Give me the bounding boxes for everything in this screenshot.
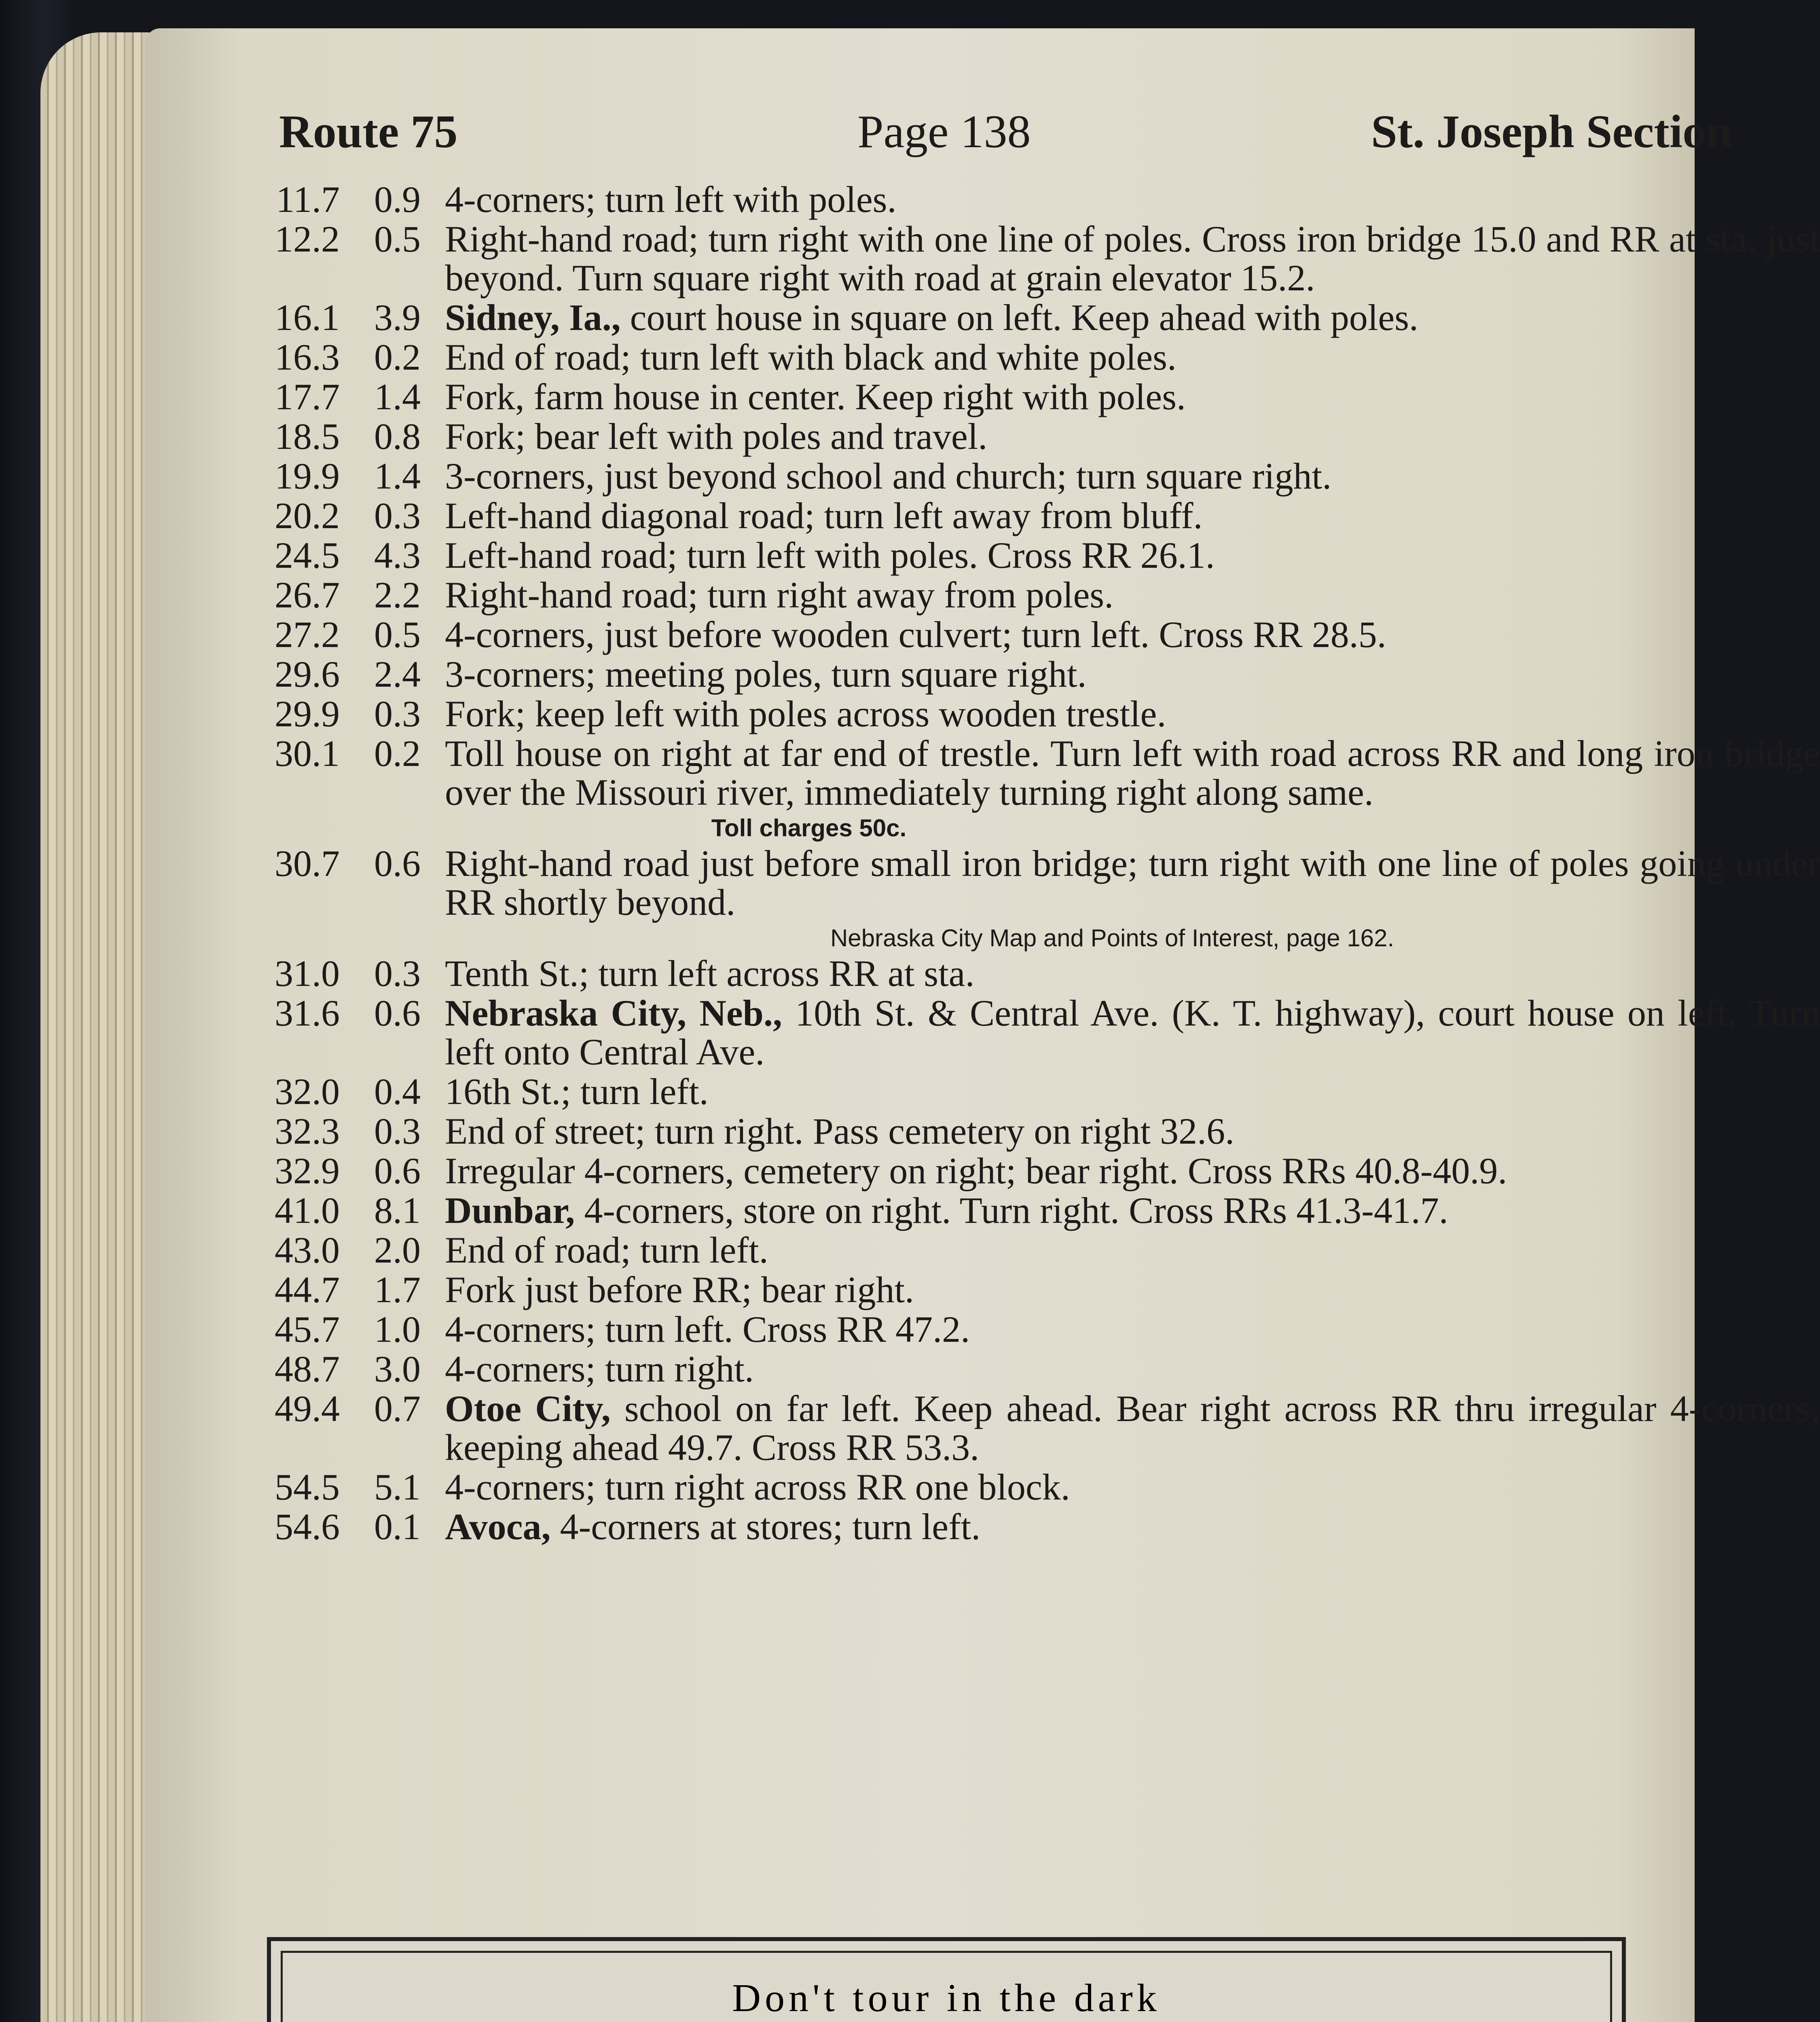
entry-text (445, 1270, 1820, 1309)
cumulative-mileage: 16.3 (275, 336, 340, 378)
directions: Fork, farm house in center. Keep right with poles. (445, 376, 1186, 417)
directions: 4-corners; turn right. (445, 1348, 754, 1390)
entry-text (445, 298, 1820, 337)
entry-text (445, 694, 1820, 733)
entry-text (445, 1231, 1820, 1269)
entry-text (445, 338, 1820, 376)
cumulative-mileage: 16.1 (275, 297, 340, 338)
directions: 4-corners, store on right. Turn right. Cross RRs 41.3-41.7. (575, 1190, 1448, 1231)
route-entry (267, 1112, 1804, 1151)
cumulative-mileage: 24.5 (275, 535, 340, 576)
section-title: St. Joseph Section (1371, 106, 1732, 158)
route-entry (267, 536, 1804, 575)
directions: Left-hand diagonal road; turn left away from bluff. (445, 495, 1203, 536)
route-entry (267, 733, 1820, 813)
place-name: Otoe City, (445, 1388, 611, 1429)
interval-mileage: 0.9 (374, 179, 421, 220)
entry-text (445, 220, 1820, 297)
route-entry (267, 1231, 1804, 1269)
cumulative-mileage: 32.0 (275, 1071, 340, 1112)
entry-text (445, 1151, 1820, 1190)
interval-mileage: 5.1 (374, 1466, 421, 1508)
cumulative-mileage: 18.5 (275, 416, 340, 457)
directions: Toll house on right at far end of trestle. Turn left with road across RR and long iron bridge over the Missouri river, immediately turning right along same. (445, 733, 1820, 813)
entry-text (445, 1112, 1820, 1151)
directions: 3-corners, just beyond school and church; turn square right. (445, 455, 1332, 497)
entry-text (445, 1072, 1820, 1111)
cumulative-mileage: 49.4 (275, 1388, 340, 1429)
interval-mileage: 0.2 (374, 733, 421, 774)
route-entry (267, 655, 1804, 694)
interval-mileage: 1.7 (374, 1269, 421, 1310)
cumulative-mileage: 26.7 (275, 574, 340, 615)
cumulative-mileage: 31.0 (275, 953, 340, 994)
page-number: Page 138 (857, 106, 1031, 158)
interval-mileage: 3.0 (374, 1348, 421, 1390)
interval-mileage: 0.3 (374, 495, 421, 536)
entry-text (445, 377, 1820, 416)
entry-text (445, 1389, 1820, 1467)
interval-mileage: 1.4 (374, 455, 421, 497)
interval-mileage: 0.5 (374, 218, 421, 260)
route-entry (267, 298, 1804, 337)
entry-text (445, 655, 1820, 694)
route-entry (267, 1388, 1820, 1468)
cumulative-mileage: 30.1 (275, 733, 340, 774)
cumulative-mileage: 30.7 (275, 843, 340, 884)
directions: Right-hand road; turn right with one line of poles. Cross iron bridge 15.0 and RR at sta. just beyond. Turn square right with road at grain elevator 15.2. (445, 218, 1820, 298)
directions: Fork just before RR; bear right. (445, 1269, 914, 1310)
cumulative-mileage: 44.7 (275, 1269, 340, 1310)
map-reference-note: Nebraska City Map and Points of Interest, page 162. (830, 924, 1395, 952)
entry-text (445, 615, 1820, 654)
interval-mileage: 0.7 (374, 1388, 421, 1429)
interval-mileage: 4.3 (374, 535, 421, 576)
route-entry (267, 1349, 1804, 1388)
place-name: Sidney, Ia., (445, 297, 621, 338)
directions: Right-hand road just before small iron bridge; turn right with one line of poles going under RR shortly beyond. (445, 843, 1820, 923)
entry-text (445, 457, 1820, 495)
cumulative-mileage: 27.2 (275, 614, 340, 655)
directions: 10th St. & Central Ave. (K. T. highway), court house on left. Turn left onto Central Ave. (445, 992, 1820, 1072)
route-entry (267, 417, 1804, 456)
entry-text (445, 496, 1820, 535)
notice-title: Don't tour in the dark (732, 1976, 1161, 2020)
entry-text (445, 844, 1820, 922)
cumulative-mileage: 43.0 (275, 1229, 340, 1271)
route-label: Route 75 (279, 106, 458, 158)
interval-mileage: 0.2 (374, 336, 421, 378)
interval-mileage: 0.5 (374, 614, 421, 655)
entry-text (445, 1310, 1820, 1349)
cumulative-mileage: 54.6 (275, 1506, 340, 1547)
directions: Tenth St.; turn left across RR at sta. (445, 953, 975, 994)
route-entry (267, 218, 1820, 298)
directions: court house in square on left. Keep ahead with poles. (620, 297, 1418, 338)
directions: 4-corners; turn left. Cross RR 47.2. (445, 1309, 970, 1350)
directions: Fork; bear left with poles and travel. (445, 416, 988, 457)
interval-mileage: 2.4 (374, 654, 421, 695)
place-name: Avoca, (445, 1506, 551, 1547)
cumulative-mileage: 45.7 (275, 1309, 340, 1350)
interval-mileage: 1.0 (374, 1309, 421, 1350)
directions: End of road; turn left. (445, 1229, 768, 1271)
directions: End of road; turn left with black and white poles. (445, 336, 1177, 378)
cumulative-mileage: 31.6 (275, 992, 340, 1034)
route-entry (267, 575, 1804, 614)
book-page (146, 28, 1820, 2022)
interval-mileage: 0.3 (374, 693, 421, 734)
directions: Irregular 4-corners, cemetery on right; bear right. Cross RRs 40.8-40.9. (445, 1150, 1507, 1191)
cumulative-mileage: 41.0 (275, 1190, 340, 1231)
cumulative-mileage: 17.7 (275, 376, 340, 417)
cumulative-mileage: 12.2 (275, 218, 340, 260)
cumulative-mileage: 54.5 (275, 1466, 340, 1508)
directions: school on far left. Keep ahead. Bear right across RR thru irregular 4-corners, keeping ahead 49.7. Cross RR 53.3. (445, 1388, 1820, 1468)
interval-mileage: 3.9 (374, 297, 421, 338)
route-entries (267, 179, 1820, 1547)
cumulative-mileage: 29.6 (275, 654, 340, 695)
route-entry (267, 457, 1804, 495)
route-entry (267, 496, 1804, 535)
directions: Right-hand road; turn right away from poles. (445, 574, 1114, 615)
route-entry (267, 180, 1804, 219)
route-entry (267, 992, 1820, 1072)
interval-mileage: 0.6 (374, 843, 421, 884)
route-entry (267, 338, 1804, 376)
route-entry (267, 954, 1804, 993)
entry-text (445, 1349, 1820, 1388)
cumulative-mileage: 29.9 (275, 693, 340, 734)
cumulative-mileage: 11.7 (276, 179, 340, 220)
cumulative-mileage: 19.9 (275, 455, 340, 497)
directions: Fork; keep left with poles across wooden trestle. (445, 693, 1166, 734)
interval-mileage: 0.1 (374, 1506, 421, 1547)
place-name: Nebraska City, Neb., (445, 992, 782, 1034)
entry-text (445, 1468, 1820, 1506)
cumulative-mileage: 20.2 (275, 495, 340, 536)
directions: 3-corners; meeting poles, turn square right. (445, 654, 1087, 695)
toll-note: Toll charges 50c. (711, 814, 907, 842)
cumulative-mileage: 48.7 (275, 1348, 340, 1390)
entry-text (445, 417, 1820, 456)
interval-mileage: 8.1 (374, 1190, 421, 1231)
page-header (279, 105, 1816, 166)
cumulative-mileage: 32.3 (275, 1110, 340, 1152)
interval-mileage: 0.6 (374, 1150, 421, 1191)
directions: End of street; turn right. Pass cemetery on right 32.6. (445, 1110, 1235, 1152)
entry-text (445, 1191, 1820, 1230)
route-entry (267, 1151, 1804, 1190)
route-entry (267, 1468, 1804, 1506)
route-entry (267, 615, 1804, 654)
interval-mileage: 0.3 (374, 1110, 421, 1152)
interval-mileage: 0.4 (374, 1071, 421, 1112)
route-entry (267, 1507, 1804, 1546)
directions: Left-hand road; turn left with poles. Cross RR 26.1. (445, 535, 1215, 576)
directions: 4-corners at stores; turn left. (550, 1506, 981, 1547)
route-entry (267, 1270, 1804, 1309)
route-entry (267, 843, 1820, 923)
route-entry (267, 694, 1804, 733)
entry-text (445, 536, 1820, 575)
entry-text (445, 954, 1820, 993)
dark-touring-notice (267, 1937, 1626, 2022)
entry-text (445, 180, 1820, 219)
interval-mileage: 0.6 (374, 992, 421, 1034)
directions: 4-corners; turn right across RR one block. (445, 1466, 1070, 1508)
directions: 4-corners, just before wooden culvert; turn left. Cross RR 28.5. (445, 614, 1386, 655)
route-entry (267, 1191, 1804, 1230)
interval-mileage: 2.0 (374, 1229, 421, 1271)
place-name: Dunbar, (445, 1190, 575, 1231)
route-entry (267, 1310, 1804, 1349)
interval-mileage: 0.8 (374, 416, 421, 457)
route-entry (267, 1072, 1804, 1111)
entry-text (445, 994, 1820, 1071)
cumulative-mileage: 32.9 (275, 1150, 340, 1191)
route-entry (267, 377, 1804, 416)
interval-mileage: 1.4 (374, 376, 421, 417)
entry-text (445, 575, 1820, 614)
entry-text (445, 1507, 1820, 1546)
interval-mileage: 0.3 (374, 953, 421, 994)
entry-text (445, 734, 1820, 812)
interval-mileage: 2.2 (374, 574, 421, 615)
directions: 4-corners; turn left with poles. (445, 179, 897, 220)
directions: 16th St.; turn left. (445, 1071, 709, 1112)
